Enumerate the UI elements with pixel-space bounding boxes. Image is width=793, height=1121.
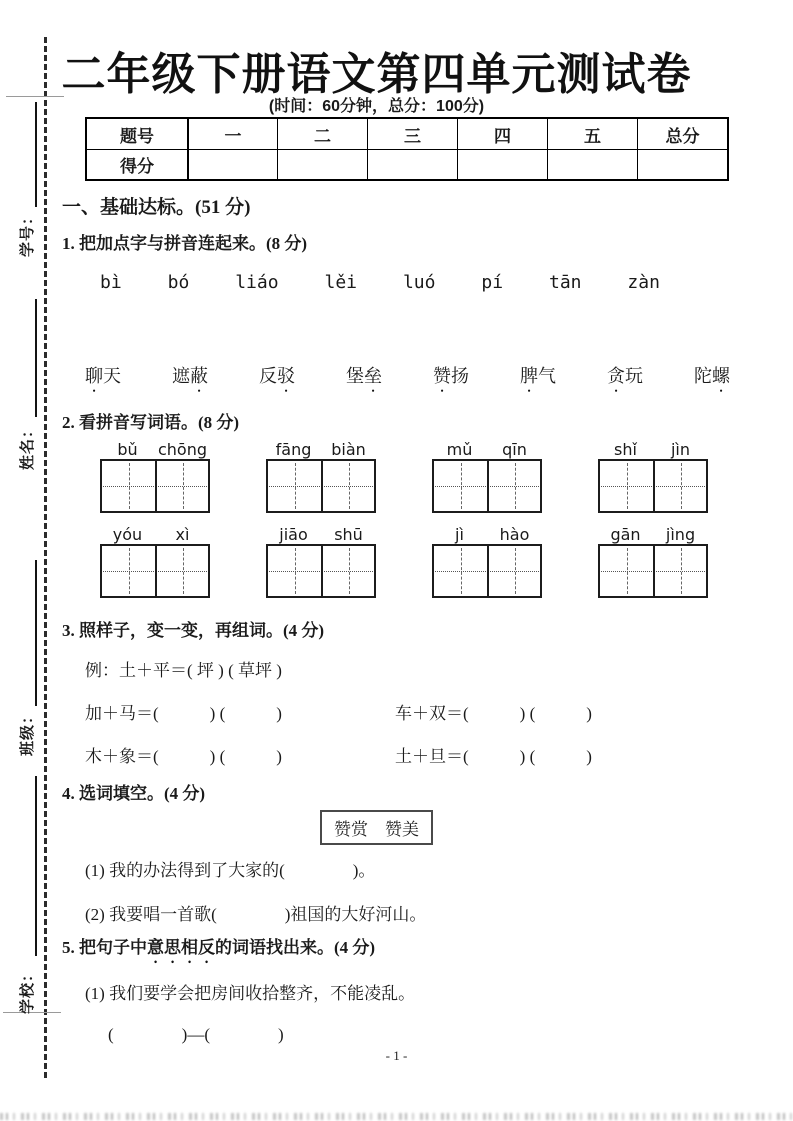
pinyin-item: liáo <box>235 272 279 293</box>
dotted-word: 聊天 <box>85 366 121 386</box>
class-blank-line <box>35 560 37 706</box>
section-1-heading: 一、基础达标。(51 分) <box>62 197 251 218</box>
question-3-example: 例：土＋平＝( 坪 ) ( 草坪 ) <box>85 661 282 680</box>
pinyin-grid-group <box>100 440 210 513</box>
pinyin-grid-group <box>598 525 708 598</box>
writing-cell <box>155 461 208 511</box>
question-1-pinyin-row <box>100 272 660 293</box>
writing-cell <box>600 546 653 596</box>
dotted-word: 赞扬 <box>433 366 469 386</box>
grid-pinyin: biàn <box>331 440 366 459</box>
pinyin-item: luó <box>402 272 436 293</box>
grid-pinyin: yóu <box>112 525 143 544</box>
question-5-item-1: (1) 我们要学会把房间收拾整齐，不能凌乱。 <box>85 984 416 1003</box>
writing-cell <box>487 461 540 511</box>
question-4-title: 4. 选词填空。(4 分) <box>62 784 206 803</box>
school-blank-line <box>35 776 37 956</box>
pinyin-item: lěi <box>324 272 358 293</box>
question-3-row-1 <box>85 699 592 724</box>
question-1-title: 1. 把加点字与拼音连起来。(8 分) <box>62 234 308 253</box>
score-cell-empty-4 <box>457 149 547 179</box>
char-combine-blank: 车＋双＝( ) ( ) <box>395 704 592 723</box>
pinyin-grid-group <box>432 525 542 598</box>
score-cell-empty-3 <box>367 149 457 179</box>
score-table-col-1: 一 <box>187 119 277 149</box>
grid-pinyin: bǔ <box>117 440 138 459</box>
char-combine-blank: 土＋旦＝( ) ( ) <box>395 747 592 766</box>
word-bank-wrap <box>0 810 753 845</box>
pinyin-grid-group <box>598 440 708 513</box>
writing-cell <box>102 461 155 511</box>
margin-label-name: 姓名： <box>20 422 36 471</box>
pinyin-item: bì <box>100 272 122 293</box>
score-table-col-5: 五 <box>547 119 637 149</box>
char-combine-blank: 加＋马＝( ) ( ) <box>85 704 282 723</box>
dotted-word: 脾气 <box>520 366 556 386</box>
pinyin-grid-group <box>432 440 542 513</box>
dotted-word: 贪玩 <box>607 366 643 386</box>
writing-cell <box>600 461 653 511</box>
grid-pinyin: shū <box>334 525 363 544</box>
score-cell-empty-total <box>637 149 727 179</box>
dotted-word: 反驳 <box>259 366 295 386</box>
score-table-col-2: 二 <box>277 119 367 149</box>
writing-cell <box>653 461 706 511</box>
word-bank-box: 赞赏 赞美 <box>320 810 433 845</box>
grid-pinyin: fāng <box>275 440 312 459</box>
exam-time-total-subtitle: (时间：60分钟，总分：100分) <box>268 98 485 115</box>
score-cell-empty-2 <box>277 149 367 179</box>
margin-label-student-id: 学号： <box>20 209 36 258</box>
question-1-words-row <box>85 362 730 396</box>
writing-cell <box>434 461 487 511</box>
writing-cell <box>155 546 208 596</box>
writing-cell <box>321 461 374 511</box>
dashed-cut-line <box>44 37 47 1078</box>
writing-cell <box>653 546 706 596</box>
score-table <box>85 117 729 181</box>
score-cell-empty-5 <box>547 149 637 179</box>
dotted-word: 遮蔽 <box>172 366 208 386</box>
question-5-title-post: 的词语找出来。(4 分) <box>215 938 376 957</box>
student-id-blank-line <box>35 102 37 207</box>
dotted-word: 堡垒 <box>346 366 382 386</box>
writing-cell <box>434 546 487 596</box>
grid-pinyin: jìn <box>670 440 691 459</box>
question-4-item-2: (2) 我要唱一首歌( )祖国的大好河山。 <box>85 905 427 924</box>
pinyin-item: pí <box>481 272 504 293</box>
grid-pinyin: shǐ <box>614 440 637 459</box>
name-blank-line <box>35 299 37 417</box>
dotted-word: 陀螺 <box>694 366 730 386</box>
question-5-title-dotted: 意思相反 <box>147 938 215 957</box>
pinyin-item: tān <box>548 272 582 293</box>
writing-cell <box>268 461 321 511</box>
margin-label-school: 学校： <box>20 966 36 1015</box>
grid-pinyin: jì <box>455 525 464 544</box>
question-4-item-1: (1) 我的办法得到了大家的( )。 <box>85 861 376 880</box>
question-5-title <box>62 933 375 967</box>
grid-pinyin: mǔ <box>446 440 473 459</box>
question-5-title-pre: 5. 把句子中 <box>62 938 147 957</box>
score-table-col-4: 四 <box>457 119 547 149</box>
question-5-answer-blanks: ( )—( ) <box>108 1025 284 1044</box>
margin-label-class: 班级： <box>20 708 36 757</box>
grid-pinyin: chōng <box>157 440 208 459</box>
pinyin-item: zàn <box>627 272 660 293</box>
scan-artifact-strip <box>0 1113 793 1120</box>
pinyin-grid-group <box>266 440 376 513</box>
writing-cell <box>102 546 155 596</box>
pinyin-grid-row-2 <box>100 525 708 598</box>
writing-cell <box>321 546 374 596</box>
grid-pinyin: jiāo <box>279 525 308 544</box>
question-3-row-2 <box>85 742 592 767</box>
score-table-corner: 题号 <box>120 126 154 146</box>
pinyin-grid-group <box>100 525 210 598</box>
page-number: - 1 - <box>385 1048 408 1063</box>
question-3-title: 3. 照样子，变一变，再组词。(4 分) <box>62 621 325 640</box>
char-combine-blank: 木＋象＝( ) ( ) <box>85 747 282 766</box>
grid-pinyin: jìng <box>665 525 696 544</box>
grid-pinyin: gān <box>610 525 641 544</box>
writing-cell <box>487 546 540 596</box>
score-cell-empty-1 <box>187 149 277 179</box>
grid-pinyin: qīn <box>502 440 527 459</box>
score-table-col-3: 三 <box>367 119 457 149</box>
question-2-title: 2. 看拼音写词语。(8 分) <box>62 413 240 432</box>
writing-cell <box>268 546 321 596</box>
pinyin-grid-group <box>266 525 376 598</box>
pinyin-item: bó <box>167 272 190 293</box>
score-table-col-total: 总分 <box>637 119 727 149</box>
pinyin-grid-row-1 <box>100 440 708 513</box>
grid-pinyin: xì <box>175 525 190 544</box>
grid-pinyin: hào <box>499 525 530 544</box>
page-title: 二年级下册语文第四单元测试卷 <box>61 50 692 99</box>
score-row-label: 得分 <box>87 149 187 179</box>
